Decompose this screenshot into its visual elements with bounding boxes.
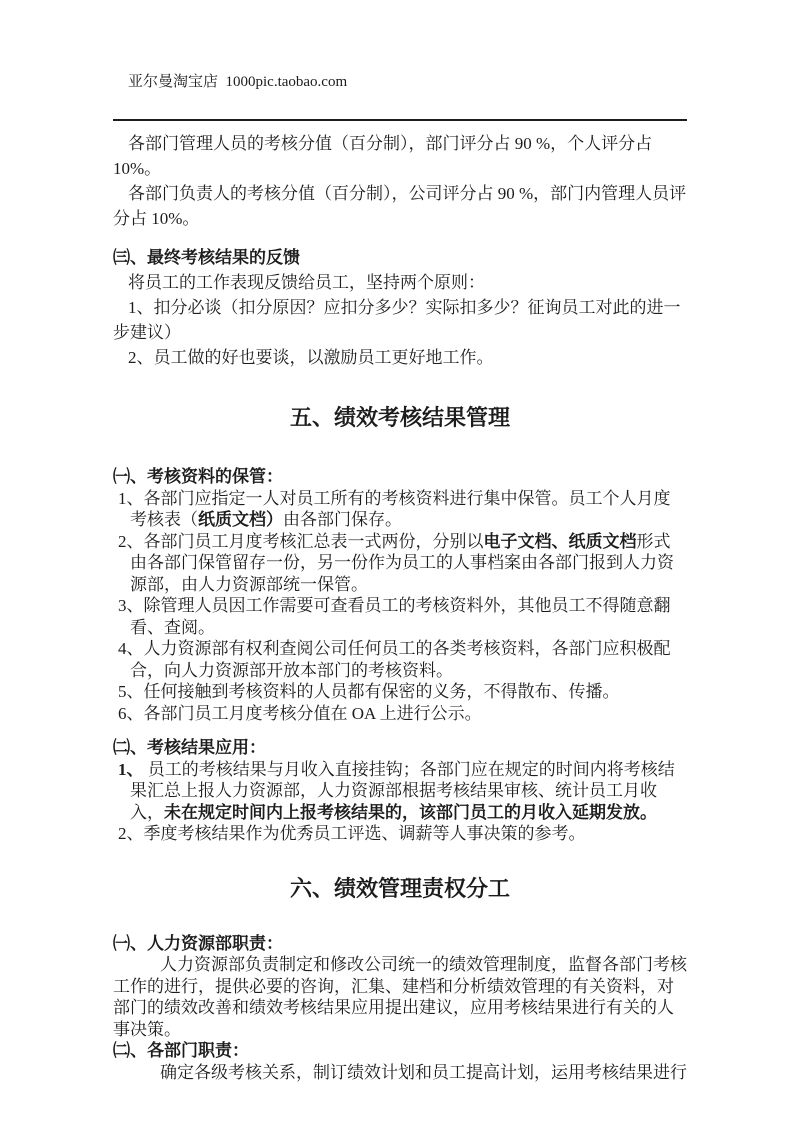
list-item-text: 由各部门保存。 [283, 510, 402, 529]
list-item-number: 1、 [118, 759, 144, 779]
list-item-text: 季度考核结果作为优秀员工评选、调薪等人事决策的参考。 [143, 824, 586, 843]
list-item-text: 各部门应指定一人对员工所有的考核资料进行集中保管。员工个人月度考核表（ [130, 488, 671, 529]
section6-heading: 六、绩效管理责权分工 [289, 875, 510, 901]
list-item-number: 2、 [118, 531, 144, 551]
list-item-text: 各部门员工月度考核分值在 OA 上进行公示。 [143, 703, 482, 723]
feedback-paragraph-3: 2、员工做的好也要谈，以激励员工更好地工作。 [128, 348, 494, 367]
list-item-number: 3、 [118, 596, 144, 615]
list-item-number: 5、 [118, 682, 144, 701]
dept-duty-title: ㈡、各部门职责： [113, 1041, 249, 1060]
feedback-paragraph-2: 1、扣分必谈（扣分原因？应扣分多少？实际扣多少？征询员工对此的进一步建议） [113, 298, 681, 342]
list-item-text: 形式由各部门保管留存一份，另一份作为员工的人事档案由各部门报到人力资源部，由人力资源部统一保管。 [130, 531, 674, 594]
list-item [113, 703, 687, 725]
list-item [113, 638, 687, 681]
list-item-number: 4、 [118, 639, 144, 658]
list-item-text: 任何接触到考核资料的人员都有保密的义务，不得散布、传播。 [143, 682, 620, 701]
list-item-bold-text: 未在规定时间内上报考核结果的，该部门员工的月收入延期发放。 [164, 802, 657, 822]
list-item [113, 488, 687, 531]
apply-section-title: ㈡、考核结果应用： [113, 738, 266, 757]
list-item [113, 531, 687, 596]
feedback-paragraph-1: 将员工的工作表现反馈给员工，坚持两个原则： [128, 273, 485, 292]
keep-section-title: ㈠、考核资料的保管： [113, 467, 283, 486]
hr-duty-paragraph: 人力资源部负责制定和修改公司统一的绩效管理制度，监督各部门考核工作的进行，提供必要的咨询，汇集、建档和分析绩效管理的有关资料，对部门的绩效改善和绩效考核结果应用提出建议，应用考核结果进行有关的人事决策。 [113, 955, 687, 1039]
list-item-bold-text: 纸质文档） [198, 510, 283, 529]
list-item-text: 各部门员工月度考核汇总表一式两份，分别以 [143, 531, 484, 551]
list-item-text: 人力资源部有权利查阅公司任何员工的各类考核资料，各部门应积极配合，向人力资源部开放本部门的考核资料。 [130, 639, 671, 680]
list-item [113, 595, 687, 638]
section5-heading: 五、绩效考核结果管理 [289, 405, 510, 430]
header-shop-text: 亚尔曼淘宝店 1000pic.taobao.com [128, 74, 348, 90]
list-item-text: 员工的考核结果与月收入直接挂钩；各部门应在规定的时间内将考核结果汇总上报人力资源部，人力资源部根据考核结果审核、统计员工月收入， [130, 759, 675, 822]
list-item [113, 759, 687, 824]
page-header [113, 52, 687, 121]
list-item-bold-text: 电子文档、纸质文档 [483, 531, 637, 551]
list-item-number: 1、 [118, 488, 144, 508]
list-item-text: 除管理人员因工作需要可查看员工的考核资料外，其他员工不得随意翻看、查阅。 [130, 596, 671, 637]
feedback-section-title: ㈢、最终考核结果的反馈 [113, 248, 300, 267]
hr-duty-title: ㈠、人力资源部职责： [113, 933, 283, 953]
list-item [113, 681, 687, 703]
list-item-number: 6、 [118, 703, 144, 723]
dept-duty-paragraph: 确定各级考核关系，制订绩效计划和员工提高计划，运用考核结果进行 [160, 1062, 687, 1082]
intro-paragraph-1: 各部门管理人员的考核分值（百分制），部门评分占 90 %，个人评分占 10%。 [113, 134, 653, 178]
intro-paragraph-2: 各部门负责人的考核分值（百分制），公司评分占 90 %，部门内管理人员评分占 10%。 [113, 184, 687, 228]
list-item [113, 823, 687, 845]
list-item-number: 2、 [118, 824, 144, 843]
